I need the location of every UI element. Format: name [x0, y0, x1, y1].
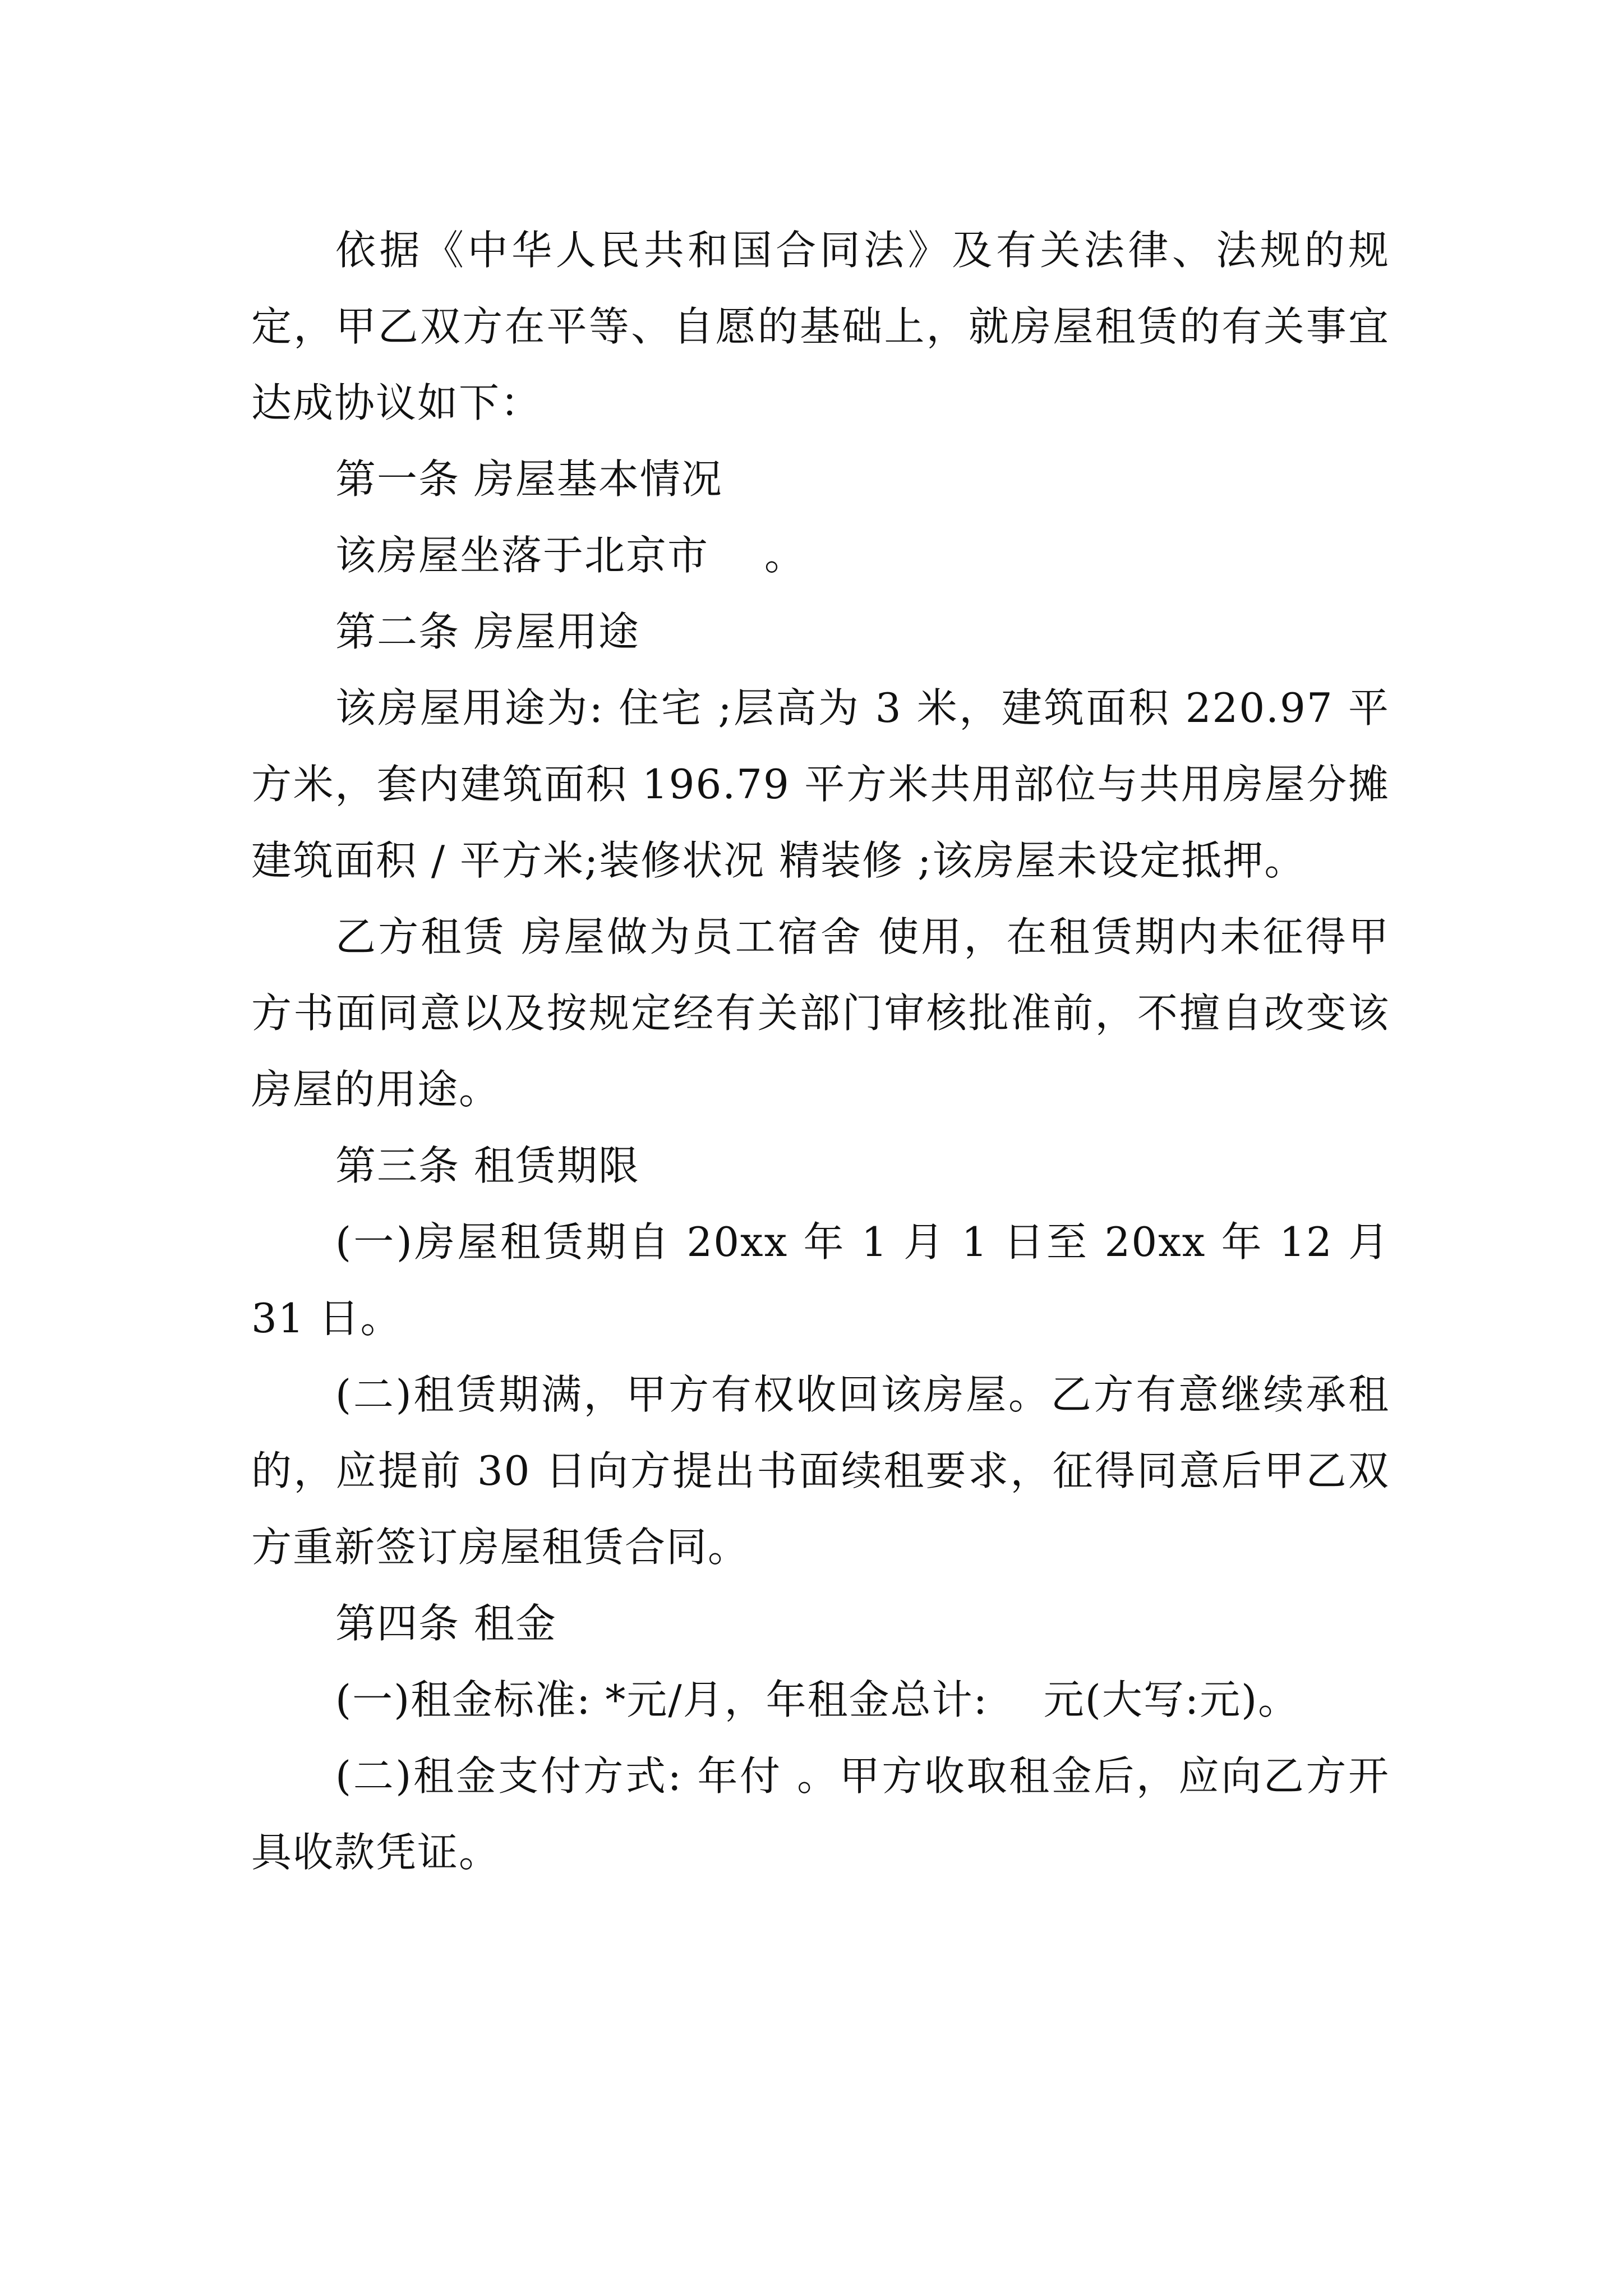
- article-2-usage-details: 该房屋用途为: 住宅 ;层高为 3 米，建筑面积 220.97 平方米，套内建筑面积 196.79 平方米共用部位与共用房屋分摊建筑面积 / 平方米;装修状况 精装修 ;该房屋未设定抵押。: [251, 684, 1390, 884]
- article-3-renewal: (二)租赁期满，甲方有权收回该房屋。乙方有意继续承租的，应提前 30 日向方提出书面续租要求，征得同意后甲乙双方重新签订房屋租赁合同。: [251, 1371, 1390, 1571]
- article-1-heading: 第一条 房屋基本情况: [335, 455, 723, 503]
- article-2-heading: 第二条 房屋用途: [335, 608, 640, 655]
- article-4-payment-method: (二)租金支付方式: 年付 。甲方收取租金后，应向乙方开具收款凭证。: [251, 1752, 1390, 1876]
- article-3-term: (一)房屋租赁期自 20xx 年 1 月 1 日至 20xx 年 12 月 31 日。: [251, 1218, 1390, 1342]
- article-3-heading: 第三条 租赁期限: [335, 1142, 640, 1189]
- article-4-rent-standard: (一)租金标准: *元/月，年租金总计: 元(大写:元)。: [335, 1676, 1300, 1723]
- intro-paragraph: 依据《中华人民共和国合同法》及有关法律、法规的规定，甲乙双方在平等、自愿的基础上，就房屋租赁的有关事宜达成协议如下：: [251, 227, 1390, 426]
- document-body: [251, 212, 1390, 1890]
- article-4-heading: 第四条 租金: [335, 1600, 557, 1647]
- article-2-usage-restriction: 乙方租赁 房屋做为员工宿舍 使用，在租赁期内未征得甲方书面同意以及按规定经有关部门审核批准前，不擅自改变该房屋的用途。: [251, 913, 1390, 1113]
- article-1-location: 该房屋坐落于北京市 。: [335, 532, 806, 579]
